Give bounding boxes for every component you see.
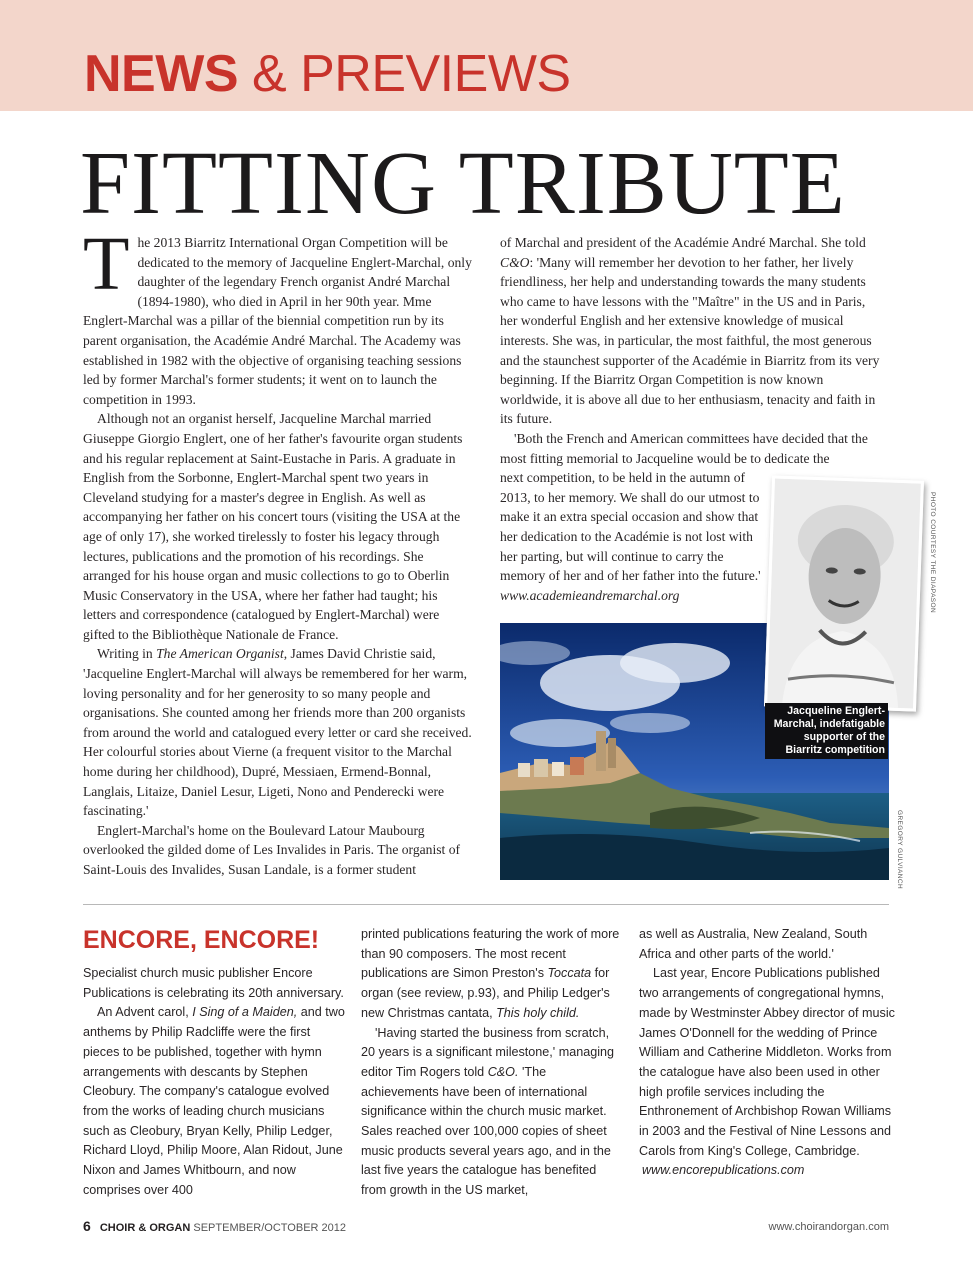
photo-credit: GREGORY GULVIANCH bbox=[896, 810, 903, 890]
issue-date: SEPTEMBER/OCTOBER 2012 bbox=[193, 1222, 346, 1234]
encore-paragraph-4 bbox=[361, 1024, 623, 1201]
encore-headline: ENCORE, ENCORE! bbox=[83, 926, 320, 954]
carol-title: I Sing of a Maiden, bbox=[192, 1005, 298, 1020]
encore-paragraph-5: as well as Australia, New Zealand, South Africa and other parts of the world.' bbox=[639, 927, 868, 961]
encore-column-2 bbox=[361, 925, 623, 1201]
paragraph-5 bbox=[500, 233, 885, 429]
paragraph-3-text-b: , James David Christie said, 'Jacqueline Englert-Marchal will always be remembered for her warm, loving personality and for her generosity to so many people and organisations. She counted among her friends more than 200 organists from around the world and catalogued every letter or card she received. Her colourful stories about Vierne (a frequent visitor to the Marchal home during her childhood), Dupré, Messiaen, Ermend-Bonnal, Langlais, Litaize, Daniel Lesur, Ligeti, Nono and Penderecki were fascinating.' bbox=[83, 646, 472, 819]
encore-paragraph-3-text-a: printed publications featuring the work of more than 90 composers. The most recent publications are Simon Preston's bbox=[361, 927, 620, 981]
encore-paragraph-2 bbox=[83, 1003, 345, 1200]
paragraph-3-text-a: Writing in bbox=[97, 646, 157, 662]
magazine-abbrev: C&O bbox=[500, 254, 530, 270]
toccata-title: Toccata bbox=[547, 966, 592, 981]
paragraph-5-text-a: of Marchal and president of the Académie André Marchal. She told bbox=[500, 235, 866, 250]
encore-column-3 bbox=[639, 925, 901, 1181]
portrait-photo bbox=[764, 475, 924, 711]
footer-left bbox=[83, 1218, 346, 1234]
section-divider bbox=[83, 904, 889, 905]
encore-paragraph-6: Last year, Encore Publications published two arrangements of congregational hymns, made by Westminster Abbey director of music James O'Donnell for the wedding of Prince William and Catherine Middleton. Works from the catalogue have also been used in other high profile services including the Enthronement of Archbishop Rowan Williams in 2003 and the Festival of Nine Lessons and Carols from King's College, Cambridge. bbox=[639, 966, 895, 1158]
paragraph-6-wide: 'Both the French and American committees have decided that the most fitting memorial to Jacqueline would be to dedicate the bbox=[500, 430, 868, 466]
section-title-rest: & PREVIEWS bbox=[238, 45, 571, 103]
encore-paragraph-4-text-b: 'The achievements have been of international significance within the church music market. Sales reached over 100,000 copies of sheet music products several years ago, and in the last five years the catalogue has benefited from growth in the US market, bbox=[361, 1064, 611, 1198]
encore-paragraph-2-text-a: An Advent carol, bbox=[97, 1005, 193, 1020]
paragraph-3 bbox=[83, 644, 473, 820]
paragraph-1-text: he 2013 Biarritz International Organ Competition will be dedicated to the memory of Jacqueline Englert-Marchal, only daughter of the legendary French organist André Marchal (1894-1980), who died in April in her 90th year. Mme Englert-Marchal was a pillar of the biennial competition run by its parent organisation, the Académie André Marchal. The Academy was established in 1982 with the objective of organising teaching sessions led by former Marchal's former students; it went on to launch the competition in 1993. bbox=[83, 235, 472, 407]
photo-caption: Jacqueline Englert-Marchal, indefatigable supporter of the Biarritz competition bbox=[765, 703, 888, 759]
encore-link-line bbox=[639, 1161, 901, 1181]
encore-link[interactable]: www.encorepublications.com bbox=[642, 1163, 805, 1178]
magazine-abbrev-2: C&O. bbox=[487, 1064, 519, 1079]
encore-paragraph-2-text-b: and two anthems by Philip Radcliffe were the first pieces to be published, together with hymn arrangements with descants by Stephen Cleobury. The company's catalogue evolved from the works of leading church musicians such as Cleobury, Bryan Kelly, Philip Ledger, Richard Lloyd, Philip Moore, Alan Ridout, June Nixon and James Whitbourn, and now comprises over 400 bbox=[83, 1005, 345, 1197]
drop-cap: T bbox=[83, 222, 130, 306]
paragraph-5-text-b: : 'Many will remember her devotion to her father, her lively friendliness, her help and understanding towards the many students who came to have lessons with the "Maître" in the US and in Paris, her wonderful English and her extensive knowledge of musical interests. She was, in particular, the most faithful, the most generous and the staunchest supporter of the Académie in Biarritz from its very beginning. If the Biarritz Organ Competition is now known worldwide, it is above all due to her enthusiasm, tenacity and faith in its future. bbox=[500, 254, 880, 427]
article-column-1 bbox=[83, 222, 473, 880]
encore-paragraph-3-text-b: for organ (see review, p.93), and Philip Ledger's new Christmas cantata, bbox=[361, 966, 610, 1020]
cantata-title: This holy child. bbox=[496, 1005, 580, 1020]
encore-column-1 bbox=[83, 964, 345, 1200]
academie-link[interactable]: www.academieandremarchal.org bbox=[500, 587, 680, 603]
section-title bbox=[84, 44, 571, 104]
footer-website[interactable]: www.choirandorgan.com bbox=[768, 1221, 889, 1233]
paragraph-4: Englert-Marchal's home on the Boulevard Latour Maubourg overlooked the gilded dome of Les Invalides in Paris. The organist of Saint-Louis des Invalides, Susan Landale, is a former student bbox=[83, 822, 461, 877]
encore-paragraph-4-text-a: 'Having started the business from scratch, 20 years is a significant milestone,' managing editor Tim Rogers told bbox=[361, 1025, 615, 1079]
paragraph-6-narrow bbox=[500, 468, 765, 605]
article-headline: FITTING TRIBUTE bbox=[80, 134, 846, 233]
encore-paragraph-3 bbox=[361, 925, 623, 1024]
publication-title: The American Organist bbox=[156, 646, 284, 662]
magazine-name: CHOIR & ORGAN bbox=[99, 1222, 191, 1234]
page-number: 6 bbox=[83, 1218, 91, 1234]
paragraph-6-text: next competition, to be held in the autumn of 2013, to her memory. We shall do our utmost to make it an extra special occasion and show that her dedication to the Académie is not lost with her parting, but will continue to carry the memory of her and of her father into the future.' bbox=[500, 470, 761, 584]
section-title-bold: NEWS bbox=[84, 45, 238, 103]
paragraph-2: Although not an organist herself, Jacqueline Marchal married Giuseppe Giorgio Englert, one of her father's favourite organ students and his regular replacement at Saint-Eustache in Paris. A graduate in English from the Sorbonne, Englert-Marchal spent two years in Cleveland studying for a master's degree in English. As well as accompanying her father on his concert tours (visiting the USA at the age of only 17), she worked tirelessly to foster his legacy through lectures, publications and the promotion of his recordings. She arranged for his house organ and music collections to go to Oberlin Music Conservatory in the USA, where her father had taught; his letters and correspondence (catalogued by Englert-Marchal) were gifted to the Bibliothèque Nationale de France. bbox=[83, 411, 463, 642]
paragraph-1 bbox=[83, 222, 473, 409]
encore-paragraph-1: Specialist church music publisher Encore Publications is celebrating its 20th anniversary. bbox=[83, 966, 344, 1000]
portrait-illustration bbox=[767, 479, 921, 709]
portrait-credit: PHOTO COURTESY THE DIAPASON bbox=[929, 492, 936, 614]
